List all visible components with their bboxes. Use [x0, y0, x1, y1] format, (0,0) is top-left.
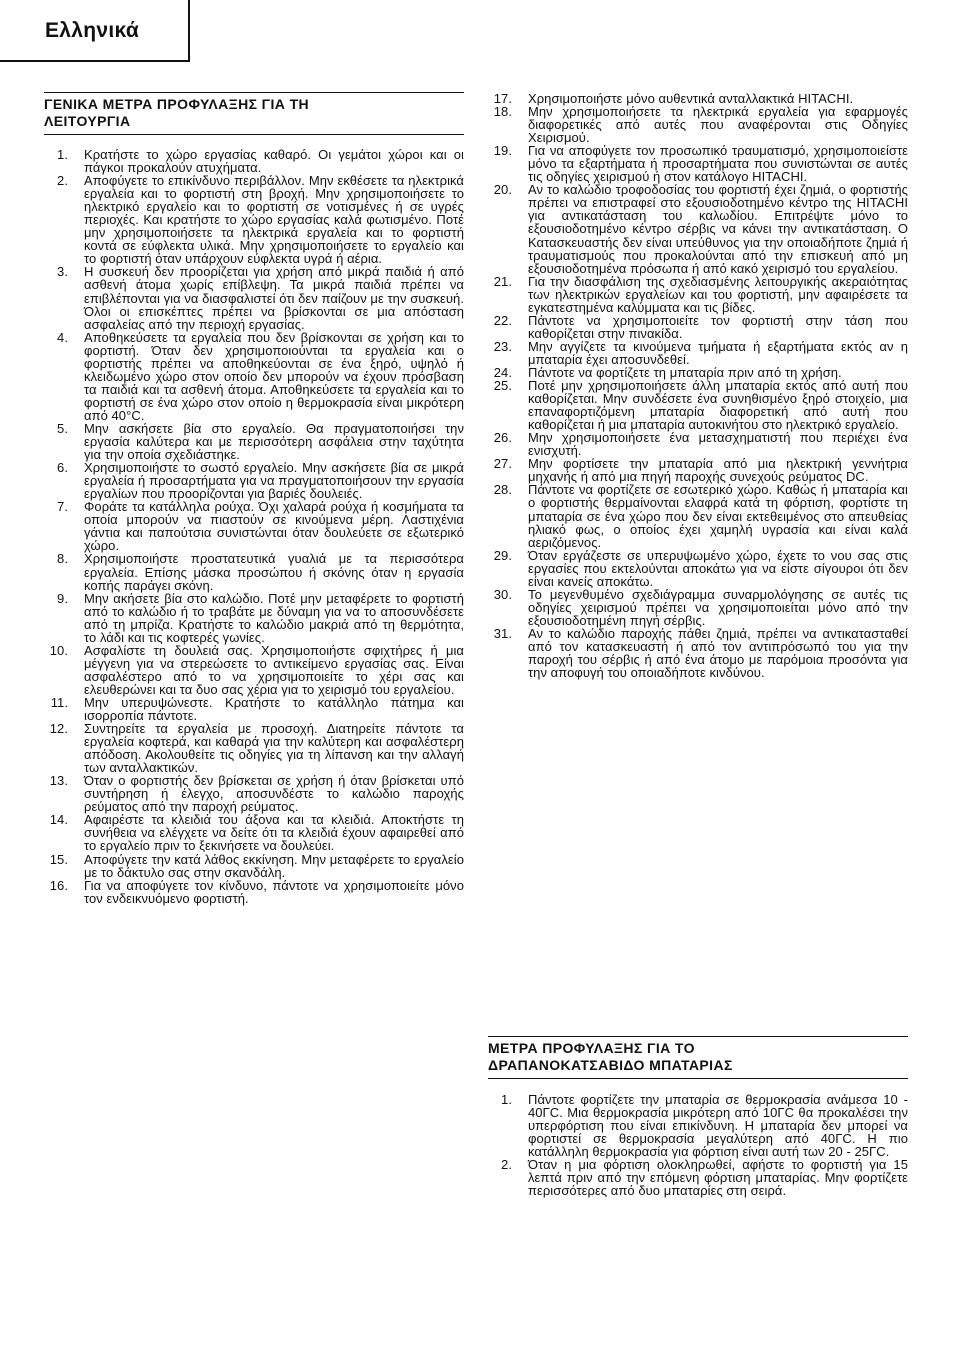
item-text: Αποθηκεύσετε τα εργαλεία που δεν βρίσκονται σε χρήση και το φορτιστή. Όταν δεν χρησιμοποιούνται τα εργαλεία και ο φορτιστής πρέπει να αποθηκεύονται σε ένα ξηρό, υψηλό ή κλειδωμένο χώρο στον οποίο δεν μπορούν να έχουν πρόσβαση τα παιδιά και τα ασθενή άτομα. Αποθηκεύσετε τα εργαλεία και το φορτιστή σε ένα χώρο στον οποίο η θερμοκρασία είναι μικρότερη από 40°C.: [84, 329, 464, 423]
list-item: [44, 552, 464, 591]
item-number: 19.: [493, 143, 512, 159]
list-item: [44, 722, 464, 774]
item-number: 13.: [49, 773, 68, 789]
list-item: [488, 340, 908, 366]
item-number: 30.: [493, 586, 512, 602]
item-number: 9.: [57, 590, 68, 606]
section-title-line: ΔΡΑΠΑΝΟΚΑΤΣΑΒΙΔΟ ΜΠΑΤΑΡΙΑΣ: [488, 1057, 733, 1073]
item-number: 10.: [49, 642, 68, 658]
item-number: 1.: [57, 147, 68, 162]
section-title-line: ΛΕΙΤΟΥΡΓΙΑ: [44, 113, 131, 129]
item-text: Αποφύγετε το επικίνδυνο περιβάλλον. Μην εκθέσετε τα ηλεκτρικά εργαλεία και το φορτιστή στη βροχή. Μην χρησιμοποιήσετε το ηλεκτρικό εργαλείο και το φορτιστή σε νοτισμένες ή σε υγρές περιοχές. Και κρατήστε το χώρο εργασίας καλά φωτισμένο. Ποτέ μην χρησιμοποιήσετε τα ηλεκτρικά εργαλεία και το φορτιστή κοντά σε εύφλεκτα υλικά. Μην χρησιμοποιήσετε το εργαλείο και το φορτιστή όταν υπάρχουν εύφλεκτα υγρά ή αέρια.: [84, 173, 464, 267]
list-item: [44, 774, 464, 813]
list-item: [44, 813, 464, 852]
item-text: Χρησιμοποιήστε προστατευτικά γυαλιά με τα περισσότερα εργαλεία. Επίσης μάσκα προσώπου ή σκόνης όταν η εργασία κοπής παράγει σκόνη.: [84, 551, 464, 593]
general-safety-list: [44, 148, 464, 905]
item-number: 3.: [57, 264, 68, 280]
item-number: 5.: [57, 420, 68, 436]
item-number: 1.: [501, 1092, 512, 1107]
list-item: [488, 275, 908, 314]
item-number: 14.: [49, 812, 68, 828]
list-item: [44, 331, 464, 422]
item-text: Ασφαλίστε τη δουλειά σας. Χρησιμοποιήστε σφιχτήρες ή μια μέγγενη για να στερεώσετε το αντικείμενο εργασίας σας. Είναι ασφαλέστερο από το να χρησιμοποιείτε το χέρι σας και ελευθερώνει και τα δυο σας χέρια για το χειρισμό του εργαλείου.: [84, 642, 464, 697]
item-number: 23.: [493, 338, 512, 354]
item-number: 6.: [57, 460, 68, 476]
list-item: [44, 500, 464, 552]
list-item: [488, 627, 908, 679]
item-number: 18.: [493, 104, 512, 120]
item-text: Αφαιρέστε τα κλειδιά του άξονα και τα κλειδιά. Αποκτήστε τη συνήθεια να ελέγχετε να δείτε ότι τα κλειδιά έχουν αφαιρεθεί από το εργαλείο πριν το ξεκινήσετε να δουλεύει.: [84, 812, 464, 854]
list-item: [488, 457, 908, 483]
item-number: 16.: [49, 877, 68, 893]
item-number: 25.: [493, 378, 512, 394]
right-column: [488, 92, 908, 679]
list-item: [44, 853, 464, 879]
item-number: 12.: [49, 721, 68, 737]
list-item: [488, 483, 908, 548]
item-number: 20.: [493, 182, 512, 198]
language-tab: [0, 0, 190, 62]
list-item: [44, 879, 464, 905]
list-item: [488, 1158, 908, 1197]
item-text: Κρατήστε το χώρο εργασίας καθαρό. Οι γεμάτοι χώροι και οι πάγκοι προκαλούν ατυχήματα.: [84, 147, 464, 176]
item-number: 11.: [50, 694, 68, 710]
item-number: 2.: [501, 1157, 512, 1173]
item-text: Για την διασφάλιση της σχεδιασμένης λειτουργικής ακεραιότητας των ηλεκτρικών εργαλείων και του φορτιστή, μην αφαιρέσετε τα εγκατεστημένα καλύμματα και τις βίδες.: [528, 273, 908, 315]
item-text: Ποτέ μην χρησιμοποιήσετε άλλη μπαταρία εκτός από αυτή που καθορίζεται. Μην συνδέσετε ένα συνηθισμένο ξηρό στοιχείο, μια επαναφορτιζόμενη μπαταρία διαφορετική από αυτή που καθορίζεται ή μια μπαταρία αυτοκινήτου στο ηλεκτρικό εργαλείο.: [528, 378, 908, 433]
list-item: [488, 1093, 908, 1158]
language-label: Ελληνικά: [45, 19, 140, 42]
item-text: Όταν ο φορτιστής δεν βρίσκεται σε χρήση ή όταν βρίσκεται υπό συντήρηση ή έλεγχο, αποσυνδέστε το καλώδιο παροχής ρεύματος από την παροχή ρεύματος.: [84, 773, 464, 815]
item-text: Αν το καλώδιο τροφοδοσίας του φορτιστή έχει ζημιά, ο φορτιστής πρέπει να επιστραφεί στο εξουσιοδοτημένο κέντρο της HITACHI για αντικατάσταση του καλωδίου. Επιτρέψτε μόνο το εξουσιοδοτημένο κέντρο σέρβις να κάνει την αντικατάσταση. Ο Κατασκευαστής δεν είναι υπεύθυνος για την οποιαδήποτε ζημιά ή τραυματισμούς που προκαλούνται από την επισκευή από μη εξουσιοδοτημένα πρόσωπα ή από κακό χειρισμό του εργαλείου.: [528, 182, 908, 276]
item-text: Πάντοτε να χρησιμοποιείτε τον φορτιστή στην τάση που καθορίζεται στην πινακίδα.: [528, 312, 908, 341]
list-item: [44, 592, 464, 644]
item-text: Χρησιμοποιήστε μόνο αυθεντικά ανταλλακτικά HITACHI.: [528, 91, 854, 106]
item-text: Πάντοτε να φορτίζετε σε εσωτερικό χώρο. Καθώς ή μπαταρία και ο φορτιστής θερμαίνονται ελαφρά κατά τη φόρτιση, φορτίστε τη μπαταρία σε ένα χώρο που δεν είναι εκτεθειμένος στο απευθείας ηλιακό φως, ο οποίος έχει χαμηλή υγρασία και είναι καλά αεριζόμενος.: [528, 482, 908, 550]
section-title-line: ΜΕΤΡΑ ΠΡΟΦΥΛΑΞΗΣ ΓΙΑ ΤΟ: [488, 1040, 695, 1056]
list-item: [488, 588, 908, 627]
item-text: Η συσκευή δεν προορίζεται για χρήση από μικρά παιδιά ή από ασθενή άτομα χωρίς επίβλεψη. Τα μικρά παιδιά πρέπει να επιβλέπονται για να διασφαλιστεί ότι δεν παίζουν με την συσκευή. Όλοι οι επισκέπτες πρέπει να βρίσκονται σε μια απόσταση ασφαλείας από την περιοχή εργασίας.: [84, 264, 464, 332]
section-battery-title: [488, 1036, 908, 1079]
list-item: [44, 265, 464, 330]
item-number: 28.: [493, 482, 512, 498]
item-number: 15.: [49, 851, 68, 867]
item-number: 21.: [493, 273, 512, 289]
item-number: 17.: [493, 91, 512, 106]
battery-safety-list: [488, 1093, 908, 1197]
item-text: Για να αποφύγετε τον προσωπικό τραυματισμό, χρησιμοποιείστε μόνο τα εξαρτήματα ή προσαρτήματα που συνιστώνται σε αυτές τις οδηγίες χειρισμού ή στον κατάλογο HITACHI.: [528, 143, 908, 185]
list-item: [488, 431, 908, 457]
item-number: 24.: [493, 364, 512, 380]
item-text: Όταν η μια φόρτιση ολοκληρωθεί, αφήστε το φορτιστή για 15 λεπτά πριν από την επόμενη φόρτιση μπαταρίας. Μην φορτίζετε περισσότερες από δυο μπαταρίες στη σειρά.: [528, 1157, 908, 1199]
list-item: [44, 644, 464, 696]
item-text: Όταν εργάζεστε σε υπερυψωμένο χώρο, έχετε το νου σας στις εργασίες που εκτελούνται αποκάτω για να είστε σίγουροι ότι δεν είναι κανείς αποκάτω.: [528, 547, 908, 589]
list-item: [44, 174, 464, 265]
item-number: 29.: [493, 547, 512, 563]
item-text: Μην ασκήσετε βία στο εργαλείο. Θα πραγματοποιήσει την εργασία καλύτερα και με περισσότερη ασφάλεια στην ταχύτητα για την οποία σχεδιάστηκε.: [84, 420, 464, 463]
item-text: Συντηρείτε τα εργαλεία με προσοχή. Διατηρείτε πάντοτε τα εργαλεία κοφτερά, και καθαρά για την καλύτερη και ασφαλέστερη απόδοση. Ακολουθείτε τις οδηγίες για τη λίπανση και την αλλαγή των ανταλλακτικών.: [84, 721, 464, 776]
list-item: [44, 461, 464, 500]
list-item: [488, 105, 908, 144]
list-item: [44, 422, 464, 461]
item-number: 22.: [493, 312, 512, 328]
list-item: [488, 183, 908, 274]
list-item: [44, 696, 464, 722]
left-column: [44, 92, 464, 905]
item-text: Πάντοτε φορτίζετε την μπαταρία σε θερμοκρασία ανάμεσα 10 - 40ΓC. Μια θερμοκρασία μικρότερη από 10ΓC θα προκαλέσει την υπερφόρτιση που είναι επικίνδυνη. Η μπαταρία δεν μπορεί να φορτιστεί σε θερμοκρασία μεγαλύτερη από 40ΓC. Η πιο κατάλληλη θερμοκρασία για φόρτιση είναι αυτή των 20 - 25ΓC.: [528, 1092, 908, 1160]
list-item: [44, 148, 464, 174]
item-text: Φοράτε τα κατάλληλα ρούχα. Όχι χαλαρά ρούχα ή κοσμήματα τα οποία μπορούν να πιαστούν σε κινούμενα μέρη. Λαστιχένια γάντια και παπούτσια συνιστώνται όταν δουλεύετε σε εξωτερικό χώρο.: [84, 499, 464, 554]
item-number: 4.: [57, 329, 68, 345]
list-item: [488, 144, 908, 183]
section-title-line: ΓΕΝΙΚΑ ΜΕΤΡΑ ΠΡΟΦΥΛΑΞΗΣ ΓΙΑ ΤΗ: [44, 96, 310, 112]
item-text: Μην χρησιμοποιήσετε ένα μετασχηματιστή που περιέχει ένα ενισχυτή.: [528, 430, 908, 459]
list-item: [488, 549, 908, 588]
item-text: Μην υπερυψώνεστε. Κρατήστε το κατάλληλο πάτημα και ισορροπία πάντοτε.: [84, 694, 464, 724]
battery-driver-section: [488, 1036, 908, 1197]
list-item: [488, 314, 908, 340]
item-text: Μην φορτίσετε την μπαταρία από μια ηλεκτρική γεννήτρια μηχανής ή από μια πηγή παροχής συνεχούς ρεύματος DC.: [528, 456, 908, 485]
item-text: Μην χρησιμοποιήσετε τα ηλεκτρικά εργαλεία για εφαρμογές διαφορετικές από αυτές που αναφέρονται στις Οδηγίες Χειρισμού.: [528, 104, 908, 146]
item-number: 27.: [493, 456, 512, 472]
list-item: [488, 379, 908, 431]
item-number: 7.: [57, 499, 68, 515]
item-text: Το μεγενθυμένο σχεδιάγραμμα συναρμολόγησης σε αυτές τις οδηγίες χειρισμού πρέπει να χρησιμοποιείται μόνο από την εξουσιοδοτημένη πηγή σέρβις.: [528, 586, 908, 628]
section-general-title: [44, 92, 464, 135]
item-text: Χρησιμοποιήστε το σωστό εργαλείο. Μην ασκήσετε βία σε μικρά εργαλεία ή προσαρτήματα για να πραγματοποιήσουν την εργασία εργαλίων που προορίζονται για βαριές δουλειές.: [84, 460, 464, 502]
item-text: Πάντοτε να φορτίζετε τη μπαταρία πριν από τη χρήση.: [528, 364, 842, 380]
item-text: Για να αποφύγετε τον κίνδυνο, πάντοτε να χρησιμοποιείτε μόνο τον ενδεικνυόμενο φορτιστή.: [84, 877, 464, 906]
general-safety-list-continued: [488, 92, 908, 679]
item-text: Αν το καλώδιο παροχής πάθει ζημιά, πρέπει να αντικατασταθεί από τον κατασκευαστή ή από τον αντιπρόσωπό του για την παροχή του σέρβις ή από ένα άτομο με παρόμοια προσόντα για την αποφυγή του οποιαδήποτε κινδύνου.: [528, 625, 908, 681]
item-number: 26.: [493, 430, 512, 446]
item-text: Μην αγγίζετε τα κινούμενα τμήματα ή εξαρτήματα εκτός αν η μπαταρία έχει αποσυνδεθεί.: [528, 338, 908, 367]
item-text: Μην ακήσετε βία στο καλώδιο. Ποτέ μην μεταφέρετε το φορτιστή από το καλώδιο ή το τραβάτε με δύναμη για να το αποσυνδέσετε από τη μπρίζα. Κρατήστε το καλώδιο μακριά από τη θερμότητα, το λάδι και τις κοφτερές γωνίες.: [84, 590, 464, 645]
item-number: 8.: [57, 551, 68, 567]
item-number: 31.: [493, 625, 512, 641]
item-text: Αποφύγετε την κατά λάθος εκκίνηση. Μην μεταφέρετε το εργαλείο με το δάκτυλο σας στην σκανδάλη.: [84, 851, 464, 880]
item-number: 2.: [57, 173, 68, 189]
